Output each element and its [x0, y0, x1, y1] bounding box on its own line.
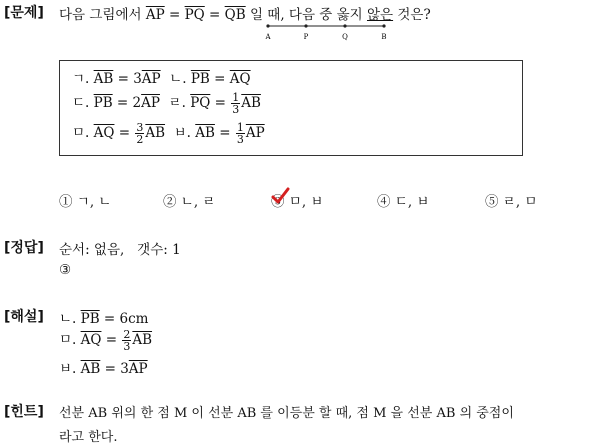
explanation-row-1: ㄴ. $\overline{PB} = 6cm$	[59, 311, 149, 327]
choice-3[interactable]: ③ ㅁ, ㅂ	[271, 194, 324, 210]
eq-2: =	[204, 7, 225, 23]
seg-qb: $\overline{QB}$	[224, 7, 246, 23]
checkmark-icon	[270, 186, 290, 206]
segment-figure	[266, 22, 386, 44]
statement-row-1: ㄱ. $\overline{AB} = 3\overline{AP}$ ㄴ. $\overline{PB} = \overline{AQ}$	[72, 71, 251, 87]
fraction-1-3b: $\frac{1}{3}$	[236, 121, 244, 146]
answer-label: [정답]	[4, 240, 44, 256]
question-text	[59, 3, 431, 23]
question-pre: 다음 그림에서	[59, 7, 146, 23]
point-a-dot	[266, 24, 269, 27]
point-p-dot	[304, 24, 307, 27]
choice-2[interactable]: ② ㄴ, ㄹ	[163, 194, 216, 210]
seg-ap: $\overline{AP}$	[145, 7, 165, 23]
explanation-row-3: ㅂ. $\overline{AB} = 3\overline{AP}$	[59, 361, 148, 377]
fraction-1-3: $\frac{1}{3}$	[232, 91, 240, 116]
choice-1[interactable]: ① ㄱ, ㄴ	[59, 194, 112, 210]
question-post: 것은?	[393, 7, 431, 23]
point-p-label: P	[303, 33, 309, 41]
choice-5[interactable]: ⑤ ㄹ, ㅁ	[485, 194, 538, 210]
hint-label: [힌트]	[4, 404, 44, 420]
point-q-dot	[343, 24, 346, 27]
explanation-row-2: ㅁ. $\overline{AQ}$ = $\frac{2}{3}$ $\overline{AB}$	[59, 328, 153, 353]
hint-line-2: 라고 한다.	[59, 430, 118, 445]
point-a-label: A	[265, 33, 271, 41]
seg-pq: $\overline{PQ}$	[184, 7, 205, 23]
point-b-label: B	[381, 33, 387, 41]
choice-4[interactable]: ④ ㄷ, ㅂ	[377, 194, 430, 210]
explanation-label: [해설]	[4, 309, 44, 325]
statement-row-3: ㅁ. $\overline{AQ}$ = $\frac{3}{2}$ $\overline{AB}$ ㅂ. $\overline{AB}$ = $\frac{1}{3}$ $\overline{AP}$	[72, 121, 265, 146]
problem-label: [문제]	[4, 5, 44, 21]
answer-line-2: ③	[59, 262, 72, 278]
point-b-dot	[382, 24, 385, 27]
statement-row-2: ㄷ. $\overline{PB} = 2\overline{AP}$ ㄹ. $\overline{PQ}$ = $\frac{1}{3}$ $\overline{AB}$	[72, 91, 261, 116]
fraction-3-2: $\frac{3}{2}$	[136, 121, 144, 146]
fraction-2-3: $\frac{2}{3}$	[123, 328, 131, 353]
statement-box	[59, 60, 523, 156]
eq-1: =	[164, 7, 185, 23]
point-q-label: Q	[342, 33, 348, 41]
question-underline: 않은	[366, 7, 394, 23]
hint-line-1: 선분 AB 위의 한 점 M 이 선분 AB 를 이등분 할 때, 점 M 을 선분 AB 의 중점이	[59, 406, 514, 421]
answer-line-1: 순서: 없음, 갯수: 1	[59, 242, 181, 258]
question-mid: 일 때, 다음 중 옳지	[245, 7, 367, 23]
